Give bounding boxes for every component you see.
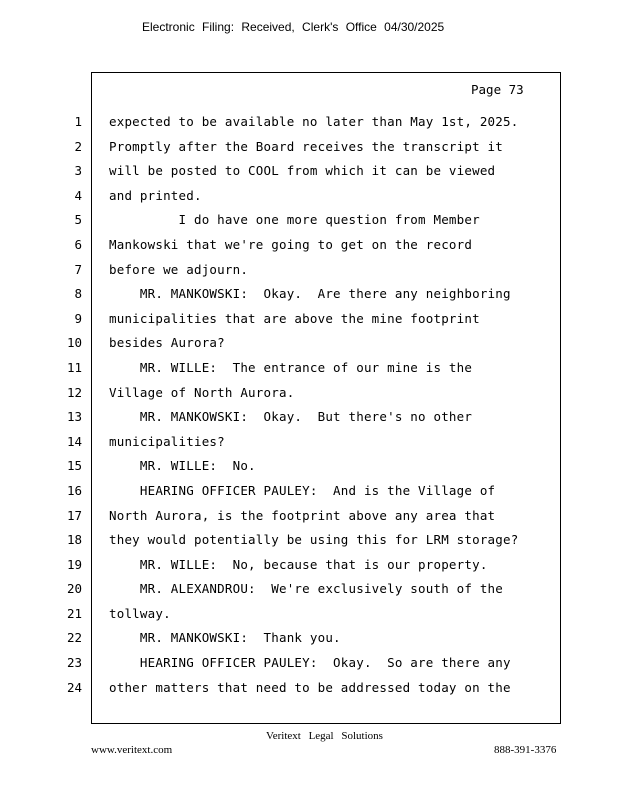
transcript-line: North Aurora, is the footprint above any area that <box>109 507 496 523</box>
line-number: 19 <box>66 556 82 572</box>
line-number: 7 <box>74 261 82 277</box>
line-number: 8 <box>74 286 82 302</box>
transcript-line: MR. WILLE: The entrance of our mine is the <box>109 359 473 375</box>
line-number: 12 <box>66 384 82 400</box>
line-number: 20 <box>66 581 82 597</box>
transcript-line: Mankowski that we're going to get on the record <box>109 236 473 252</box>
transcript-text <box>109 110 557 700</box>
line-number: 2 <box>74 138 82 154</box>
line-number: 22 <box>66 630 82 646</box>
transcript-line: HEARING OFFICER PAULEY: Okay. So are there any <box>109 655 511 671</box>
line-number: 23 <box>66 655 82 671</box>
footer-website: www.veritext.com <box>91 744 173 756</box>
transcript-line: MR. WILLE: No. <box>109 458 256 474</box>
line-number: 21 <box>66 605 82 621</box>
transcript-line: MR. WILLE: No, because that is our property. <box>109 556 488 572</box>
line-number: 9 <box>74 310 82 326</box>
transcript-line: MR. MANKOWSKI: Thank you. <box>109 630 341 646</box>
transcript-line: besides Aurora? <box>109 335 225 351</box>
filing-stamp-header: Electronic Filing: Received, Clerk's Office 04/30/2025 <box>142 20 445 34</box>
line-number: 18 <box>66 532 82 548</box>
line-number: 14 <box>66 433 82 449</box>
line-number-column <box>60 110 82 700</box>
transcript-line: municipalities that are above the mine footprint <box>109 310 480 326</box>
line-number: 11 <box>66 359 82 375</box>
transcript-line: MR. ALEXANDROU: We're exclusively south of the <box>109 581 504 597</box>
page-number-label: Page 73 <box>471 82 524 97</box>
line-number: 5 <box>74 212 82 228</box>
line-number: 6 <box>74 236 82 252</box>
transcript-line: Promptly after the Board receives the transcript it <box>109 138 504 154</box>
line-number: 13 <box>66 409 82 425</box>
transcript-line: will be posted to COOL from which it can be viewed <box>109 163 496 179</box>
transcript-line: Village of North Aurora. <box>109 384 295 400</box>
transcript-line: I do have one more question from Member <box>109 212 480 228</box>
transcript-line: before we adjourn. <box>109 261 249 277</box>
transcript-line: other matters that need to be addressed today on the <box>109 679 511 695</box>
line-number: 10 <box>66 335 82 351</box>
transcript-line: tollway. <box>109 605 171 621</box>
transcript-line: MR. MANKOWSKI: Okay. But there's no other <box>109 409 473 425</box>
transcript-line: MR. MANKOWSKI: Okay. Are there any neighboring <box>109 286 511 302</box>
line-number: 24 <box>66 679 82 695</box>
transcript-line: they would potentially be using this for LRM storage? <box>109 532 519 548</box>
transcript-line: municipalities? <box>109 433 225 449</box>
line-number: 16 <box>66 482 82 498</box>
line-number: 17 <box>66 507 82 523</box>
line-number: 3 <box>74 163 82 179</box>
footer-company: Veritext Legal Solutions <box>266 730 383 742</box>
line-number: 15 <box>66 458 82 474</box>
transcript-line: expected to be available no later than May 1st, 2025. <box>109 114 519 129</box>
transcript-line: HEARING OFFICER PAULEY: And is the Village of <box>109 482 496 498</box>
footer-phone: 888-391-3376 <box>494 744 557 756</box>
line-number: 4 <box>74 187 82 203</box>
line-number: 1 <box>74 114 82 129</box>
transcript-line: and printed. <box>109 187 202 203</box>
